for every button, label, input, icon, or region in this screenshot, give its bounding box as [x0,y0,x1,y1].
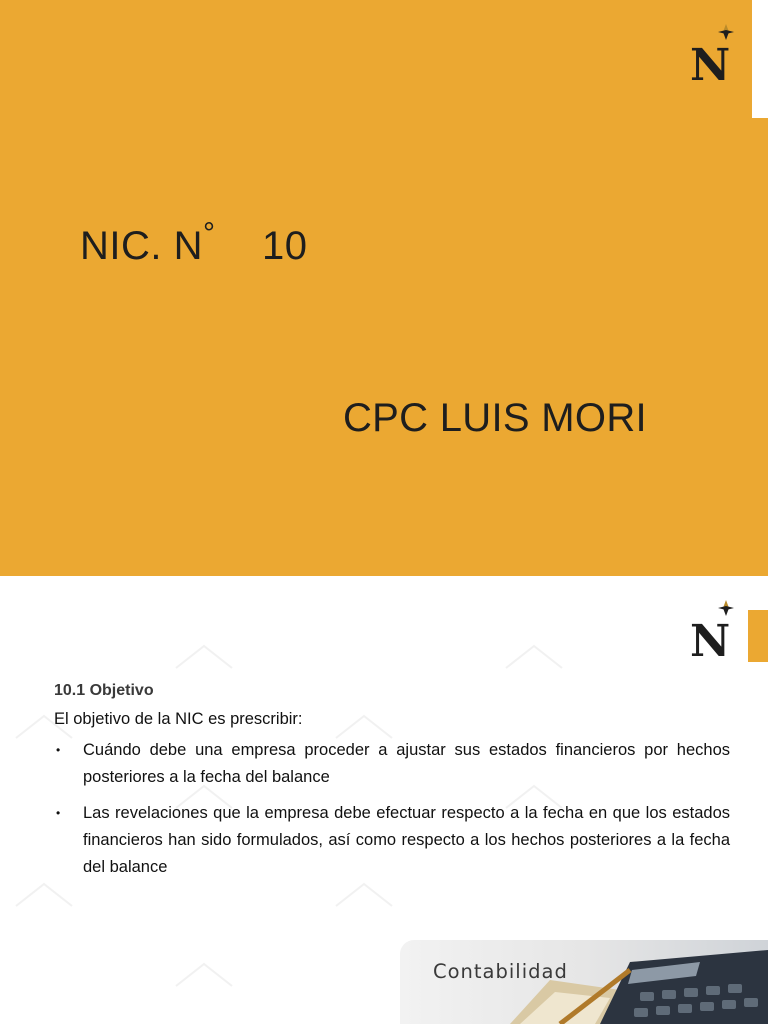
section-title: 10.1 Objetivo [54,682,154,699]
accounting-image [400,940,768,1024]
bullet-icon: • [56,743,61,757]
image-caption: Contabilidad [433,960,568,983]
logo-letter: N [690,616,731,662]
title-number: 10 [261,224,308,268]
bullet-icon: • [56,806,61,820]
degree-symbol: ° [203,217,216,250]
slide-title [80,217,308,269]
university-logo [688,598,736,662]
content-slide [0,576,768,1024]
intro-text: El objetivo de la NIC es prescribir: [54,710,303,728]
compass-star-icon [718,24,734,40]
bullet-text: Las revelaciones que la empresa debe efectuar respecto a la fecha en que los estados financieros han sido formulados, así como respecto a los hechos posteriores a la fecha del balance [83,804,730,876]
logo-letter: N [690,40,731,86]
slide-content [54,682,730,890]
compass-star-icon [718,600,734,616]
accent-bar [748,610,768,662]
author-name: CPC LUIS MORI [343,396,647,440]
title-prefix: NIC. N [80,224,203,268]
bullet-text: Cuándo debe una empresa proceder a ajustar sus estados financieros por hechos posteriores a la fecha del balance [83,741,730,786]
logo-backdrop [752,0,768,118]
bullet-list [54,737,730,881]
list-item [54,800,730,881]
list-item [54,737,730,791]
university-logo [688,22,736,86]
